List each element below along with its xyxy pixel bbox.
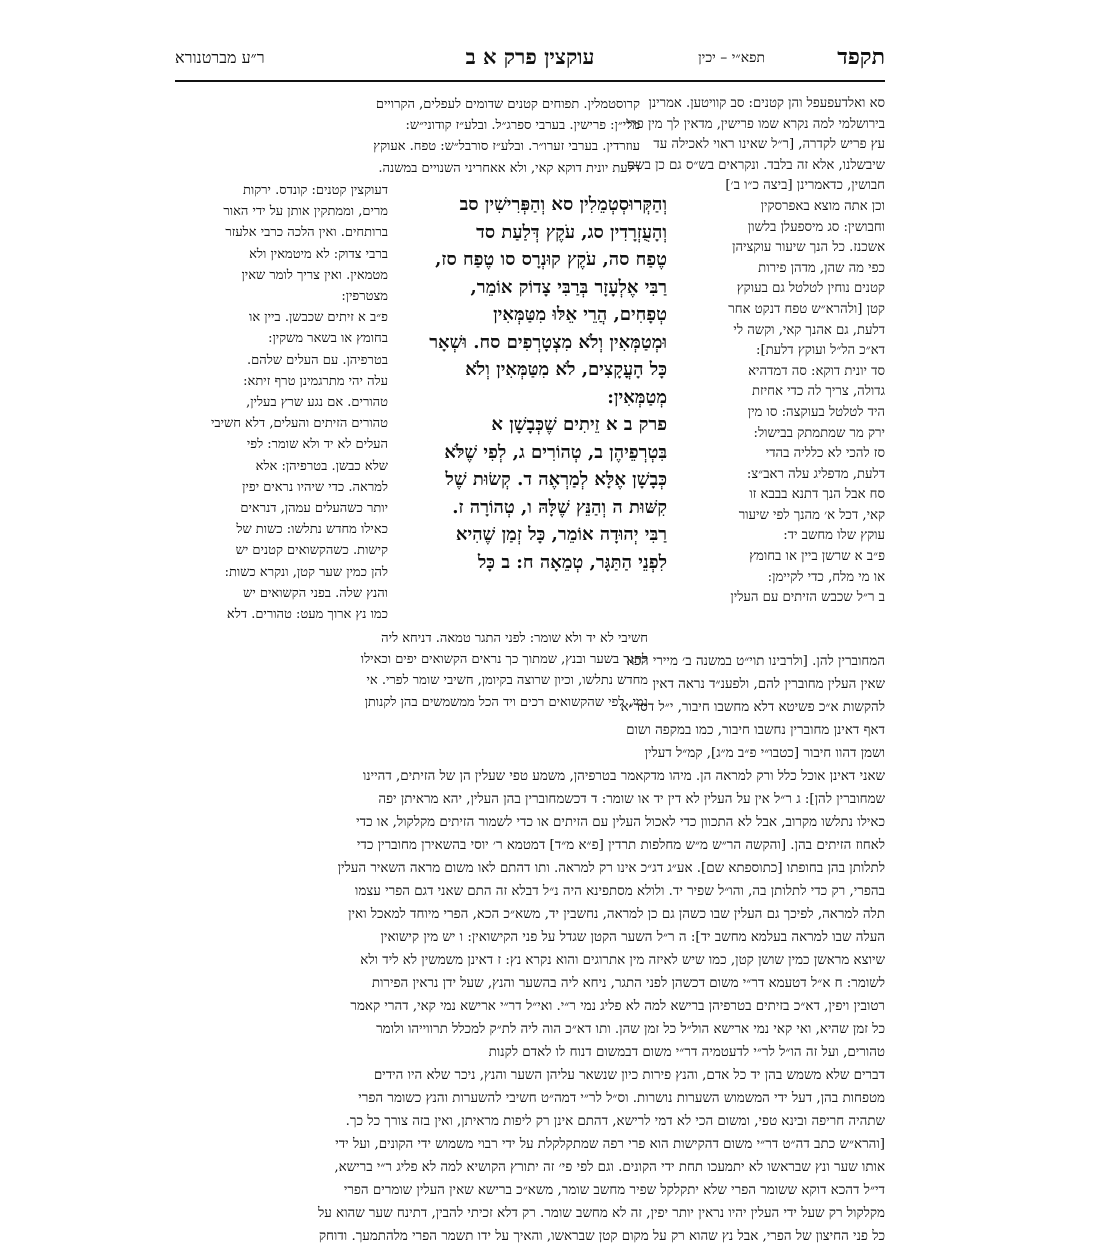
text-line: וכן אתה מוצא באפרסקין	[760, 198, 885, 214]
text-line: אותו שער ונץ שבראשו לא יתמעכו תחת ידי הקונים. וגם לפי פי׳ זה יתורץ הקושיא למה לא פליג ר״י ברישא,	[334, 1160, 885, 1175]
mishnah-line: וּמְטַמְּאִין וְלֹא מִצְטָרְפִים סח. וּשְׁאָר	[429, 331, 667, 353]
text-line: שיוצא מראשן כמין שושן קטן, כמו שיש לאיזה מין אתרוגים והוא נקרא נץ: ז דאינן משמשין לא ליד ולא	[360, 953, 885, 968]
text-line: ושמן דהוו חיבור [כטבו״י פ״ב מ״ג], קמ״ל דעלין	[644, 746, 885, 761]
text-line: קטנים נוחין לטלטל גם בעוקץ	[736, 281, 885, 297]
running-header	[175, 44, 885, 74]
text-line: העלה שבו למראה בעלמא מחשב יד]: ה ר״ל השער הקטן שגדל על פני הקישואין: ו יש מין קישואין	[380, 930, 885, 945]
mishnah-line: לִפְנֵי הַתַּגָּר, טְמֵאָה ח: ב כָּל	[477, 551, 667, 573]
text-line: מצטרפין:	[341, 289, 388, 305]
text-line: מטפחות בהן, דעל ידי המשמוש השערות נושרות. וס״ל לר״י דמה״ט חשיבי להשערות והנץ כשומר הפרי	[358, 1091, 885, 1106]
header-rule	[175, 80, 885, 82]
text-line: מלי״ן: פרישין. בערבי ספרג״ל. ובלע״ז קודוני״ש:	[405, 118, 640, 134]
text-line: כאילו נתלשו מקרוב, אבל לא התכוון כדי לאכול העלין עם הזיתים או כדי לשמור הזיתים מקלקול, או כדי	[356, 815, 885, 830]
text-line: סח אבל הנך דתנא בבבא זו	[749, 487, 885, 503]
text-line: אשכנז. כל הנך שיעור עוקציהן	[732, 240, 885, 256]
text-line: המחוברין להן. [ולרבינו תוי״ט במשנה ב׳ מיירי הכא	[626, 654, 885, 669]
text-line: סא ואלדעפעפל והן קטנים: סב קוויטען. אמרינן	[648, 96, 885, 111]
text-line: מחדש נתלשו, וכיון שרוצה בקיומן, חשיבי שומר לפרי. אי	[366, 673, 648, 689]
mishnah-line: כָּל הָעֳקָצִים, לֹא מִטַּמְּאִין וְלֹא	[465, 359, 667, 380]
text-line: ברותחים. ואין הלכה כרבי אלעזר	[225, 225, 388, 241]
text-line: מטמאין. ואין צריך לומר שאין	[241, 267, 388, 283]
text-line: דא״כ הל״ל ועוקץ דלעת]:	[756, 343, 885, 359]
text-line: היד לטלטל בעוקצה: סו מין	[747, 404, 885, 420]
text-line: רטובין ויפין, דא״כ בזיתים בטרפיהן ברישא למה לא פליג נמי ר״י. ואי״ל דר״י ארישא נמי קאי, דהרי קאמר	[350, 999, 885, 1014]
text-line: להקשות א״כ פשיטא דלא מחשבו חיבור, י״ל דסד״א	[620, 700, 885, 715]
text-line: לשומר: ח א״ל דטעמא דר״י משום דכשהן לפני התגר, ניחא ליה בהשער והנץ, שעל ידן נראין הפירות	[371, 976, 885, 991]
mishnah-line: רַבִּי אֶלְעָזָר בְּרַבִּי צָדוֹק אוֹמֵר,	[470, 276, 667, 298]
text-line: או מי מלח, כדי לקיימן:	[767, 569, 885, 585]
text-line: לתגר בשער ובנץ, שמתוך כך נראים הקשואים יפים וכאילו	[360, 652, 648, 668]
text-line: בטרפיהן. עם העלים שלהם.	[247, 352, 388, 368]
text-line: דברים שלא משמש בהן יד כל אדם, והנץ פירות כיון שנשאר עליהן השער והנץ, ניכר שלא היו הידים	[373, 1068, 885, 1083]
text-line: [והרא״ש כתב דה״ט דר״י משום דהקישות הוא פרי רפה שמתקלקלת על ידי רבוי משמוש ידי הקונים, ועל ידי	[335, 1137, 885, 1152]
text-line: בחומץ או בשאר משקין:	[268, 331, 388, 347]
text-line: חבושין, כדאמרינן [ביצה כ״ו ב׳]	[725, 178, 885, 194]
mishnah-line: טְפָחִים, הֲרֵי אֵלּוּ מִטַּמְּאִין	[493, 304, 667, 325]
text-line: קישות. כשהקשואים קטנים יש	[235, 543, 388, 559]
text-line: טהורים, ועל זה הו״ל לר״י לדעטמיה דר״י משום דבמשום דנוח לו לאדם לקנות	[488, 1045, 885, 1060]
text-line: עץ פריש לקדרה, [ר״ל שאינו ראוי לאכילה עד	[653, 137, 885, 153]
text-line: כל זמן שהיא, ואי קאי נמי ארישא הול״ל כל זמן שהן. ותו דא״כ הוה ליה לת״ק למכלל תרווייהו ולומר	[376, 1022, 885, 1037]
text-line: עוקץ שלו מחשב יד:	[783, 528, 885, 544]
text-line: פ״ב א שרשן ביין או בחומץ	[749, 549, 885, 565]
mishnah-line: כְּבָשָׁן אֶלָּא לְמַרְאֶה ד. קְשׂוּת שֶׁל	[445, 469, 667, 490]
text-line: שתהיה חריפה ובינא טפי, ומשום הכי לא דמי לרישא, דהתם אינן רק ליפות מראיתן, ואין בזה צורך כל כך.	[345, 1114, 885, 1129]
text-line: תלה למראה, לפיכך גם העלין שבו כשהן גם כן למראה, נחשבין יד, משא״כ הכא, הפרי מיוחד למאכל ואין	[348, 907, 885, 922]
tractate-title: עוקצין פרק א ב	[465, 44, 595, 69]
text-line: עלה יהי מתרגמינן טרף זיתא:	[243, 373, 388, 389]
mishnah-line: בִּטְרְפֵיהֶן ב, טְהוֹרִים ג, לְפִי שֶׁלֹּא	[444, 441, 667, 463]
text-line: כמו נץ ארוך מעט: טהורים. דלא	[226, 607, 388, 623]
text-line: קרוסטמלין. תפוחים קטנים שדומים לעפלים, הקרויים	[375, 97, 640, 112]
text-line: ירק מר שמתמתק בבישול:	[753, 425, 885, 441]
text-line: קטן [ולהרא״ש טפח דנקט אחר	[728, 301, 885, 317]
text-line: דאף דאינן מחוברין נחשבו חיבור, כמו במקפה ושום	[626, 723, 885, 738]
text-line: עוזרדין. בערבי זערו״ר. ובלע״ז סורבל״ש: טפח. אעוקץ	[373, 139, 640, 155]
text-line: שיבשלנו, אלא זה בלבד. ונקראים בש״ס גם כן בשם	[626, 157, 885, 173]
mishnah-line: וְהַקְּרוּסְטְמֵלִין סא וְהַפְּרִישִׁין סב	[459, 194, 667, 215]
text-line: מרים, וממתקין אותן על ידי האור	[223, 204, 388, 220]
text-line: קאי, דכל א׳ מהנך לפי שיעור	[738, 507, 885, 523]
text-line: דלעת יונית דוקא קאי, ולא אאחריני השנויים במשנה.	[378, 160, 640, 176]
text-line: מקלקול רק שעל ידי העלין יהיו נראין יותר יפין, זה לא מחשב שומר. רק דלא זכיתי להבין, דתינח שער שהוא על	[317, 1206, 885, 1221]
mishnah-line: וְהָעֻזְרָדִין סג, עֹקֶץ דְּלַעַת סד	[476, 221, 667, 243]
text-line: לאחוז הזיתים בהן. [והקשה הר״ש מ״ש מחלפות תרדין [פ״א מ״ד] דמטמא ר׳ יוסי בהשאירן מחוברין כדי	[356, 838, 885, 853]
text-line: שאני דאינן אוכל כלל ורק למראה הן. מיהו מדקאמר בטרפיהן, משמע טפי שעלין הן של הזיתים, דהיינו	[362, 769, 885, 784]
mishnah-line: מְטַמְּאִין:	[607, 386, 667, 408]
text-line: ברבי צדוק: לא מיטמאין ולא	[249, 246, 388, 262]
tifereth-lower	[175, 650, 885, 788]
bartenura-label: ר״ע מברטנורא	[175, 48, 265, 67]
mishnah-text	[402, 191, 667, 576]
tifereth-lower-full	[175, 788, 885, 1248]
page-number: תקפד	[837, 44, 885, 70]
text-line: דלעת, מדפליג עלה ראב״צ:	[746, 466, 885, 482]
text-line: סד יונית דוקא: סה דמדהיא	[748, 363, 885, 379]
mishnah-line: קִשּׁוּת ה וְהַנֵּץ שֶׁלָּהּ ו, טְהוֹרָה ז.	[452, 496, 667, 518]
text-line: להן כמין שער קטן, ונקרא כשות:	[224, 564, 388, 580]
text-line: למראה. כדי שיהיו נראים יפין	[242, 479, 388, 495]
text-line: כאילו מחדש נתלשו: כשות של	[236, 522, 388, 538]
text-line: שאין העלין מחוברין להם, ולפענ״ד נראה דאין	[652, 677, 885, 692]
mishnah-line: פרק ב א זֵיתִים שֶׁכְּבָשָׁן א	[491, 414, 667, 435]
text-line: גדולה, צריך לה כדי אחיזת	[751, 384, 885, 400]
text-line: שלא כבשן. בטרפיהן: אלא	[255, 458, 388, 474]
text-line: לתלותן בהן בחופתו [כתוספתא שם]. אע״ג דג״כ אינו רק למראה. ותו דהתם לאו משום מראה השאיר העלין	[337, 861, 885, 876]
text-line: סז להכי לא כלליה בהדי	[765, 446, 885, 462]
text-line: די״ל דהכא דוקא ששומר הפרי שלא יתקלקל שפיר מחשב שומר, משא״כ ברישא שאין העלין שומרים הפרי	[343, 1183, 885, 1198]
text-line: והנץ שלה. בפני הקשואים יש	[243, 585, 388, 601]
text-line: העלים לא יד ולא שומר: לפי	[246, 437, 388, 453]
text-line: וחבושין: סג מיספעלן בלשון	[747, 219, 885, 235]
text-line: דעוקצין קטנים: קונדס. ירקות	[242, 183, 388, 198]
bartenura-top	[188, 94, 640, 179]
text-line: כל פני החיצון של הפרי, אבל נץ שהוא רק על מקום קטן שבראשו, והאיך על ידו תשמר הפרי מלהתמעך. ודוחק	[318, 1229, 885, 1244]
bartenura-column	[188, 180, 388, 625]
text-line: דלעת, גם אהנך קאי, וקשה לי	[733, 322, 885, 338]
text-line: ב ר״ל שכבש הזיתים עם העלין	[730, 590, 885, 606]
text-line: פ״ב א זיתים שכבשן. ביין או	[249, 310, 388, 326]
text-line: בירושלמי למה נקרא שמו פרישין, מדאין לך מין פרי	[626, 116, 885, 132]
text-line: חשיבי לא יד ולא שומר: לפני התגר טמאה. דניחא ליה	[381, 631, 648, 646]
text-line: יותר כשהעלים עמהן, דנראים	[240, 501, 388, 517]
text-line: טהורים. אם נגע שרץ בעלין,	[246, 395, 388, 411]
mishnah-line: רַבִּי יְהוּדָה אוֹמֵר, כָּל זְמַן שֶׁהִיא	[455, 524, 667, 545]
text-line: טהורים הזיתים והעלים, דלא חשיבי	[210, 416, 388, 432]
text-line: כפי מה שהן, מדהן פירות	[758, 260, 885, 276]
mishnah-line: טֶפַח סה, עֹקֶץ קוּנְרָס סו טֶפַח סז,	[435, 249, 667, 270]
text-line: בהפרי, רק כדי לתלותן בה, והו״ל שפיר יד. ולולא מסתפינא היה נ״ל דבלא זה התם שאני דגם הפרי עצמו	[354, 884, 885, 899]
text-line: נמי, לפי שהקשואים רכים ויד הכל ממשמשים בהן לקנותן	[364, 694, 648, 710]
tifereth-label: תפא״י – יכין	[698, 50, 765, 66]
text-line: שמחוברין להן]: ג ר״ל אין על העלין לא דין יד או שומר: ד דכשמחוברין בהן העלין, יהא מראיתן יפה	[378, 792, 885, 807]
